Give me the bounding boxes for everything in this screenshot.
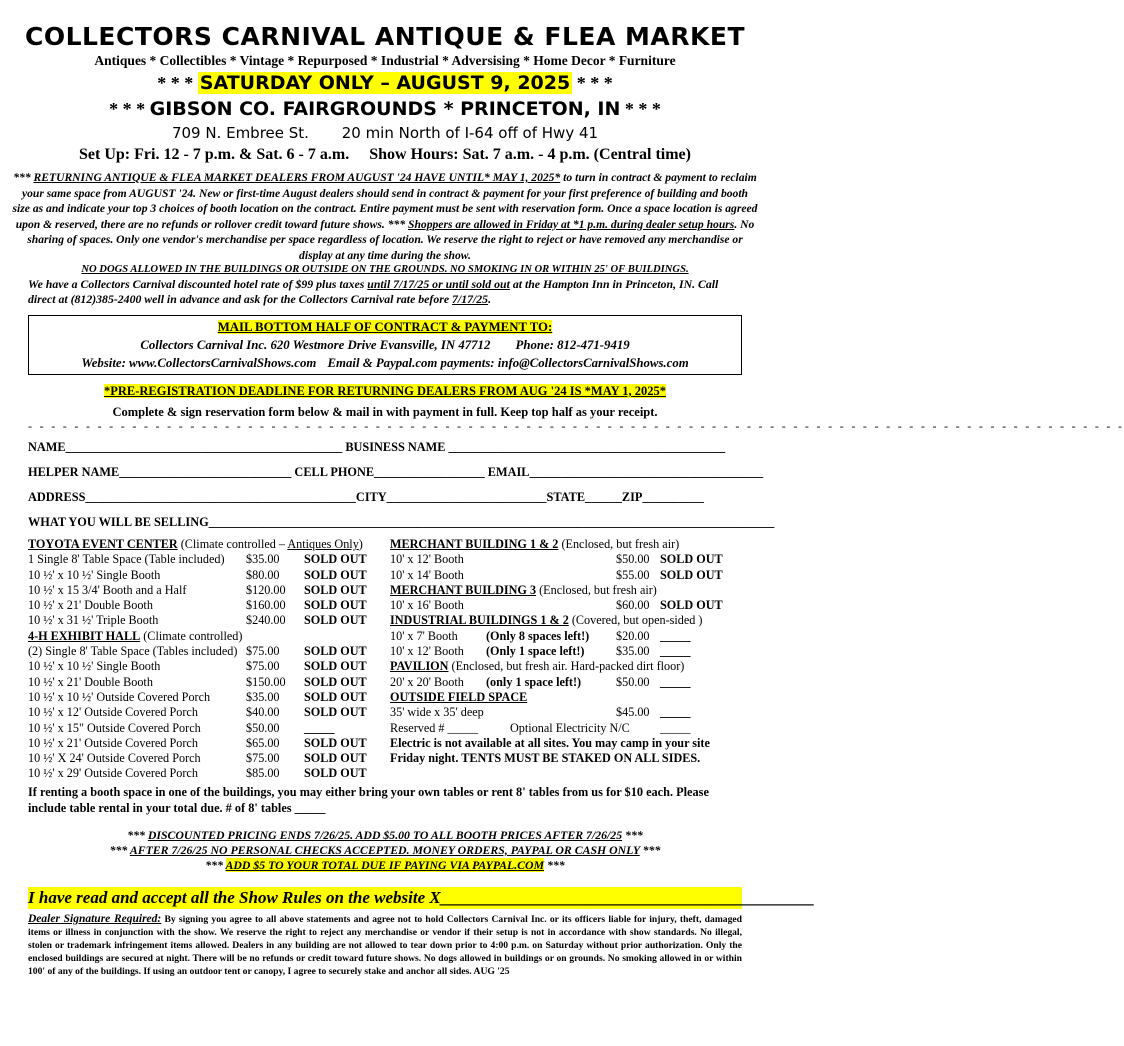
section-heading: [390, 537, 744, 552]
booth-status[interactable]: _____: [304, 720, 335, 735]
stars: * * *: [157, 73, 194, 93]
booth-size: 10 ½' x 15 3/4' Booth and a Half: [28, 582, 187, 597]
booth-price: $75.00: [246, 659, 280, 674]
booth-price: $45.00: [616, 705, 650, 720]
booth-status: SOLD OUT: [304, 735, 367, 750]
booth-option: [390, 568, 744, 583]
building-note: (Climate controlled): [140, 628, 243, 643]
complete-instructions: Complete & sign reservation form below & mail in with payment in full. Keep top half as your receipt.: [112, 405, 658, 419]
page: [0, 22, 1124, 978]
availability-note: (Only 8 spaces left!): [486, 628, 590, 643]
show-hours: Show Hours: Sat. 7 a.m. - 4 p.m. (Central time): [369, 146, 691, 163]
left-column: [28, 537, 380, 782]
building-note: ): [358, 537, 363, 551]
date-line: [0, 70, 770, 96]
section-heading: [390, 613, 744, 628]
availability-note: (Only 1 space left!): [486, 644, 585, 659]
promo-text: ***: [127, 828, 148, 842]
booth-size: 10 ½' x 29' Outside Covered Porch: [28, 766, 198, 781]
industrial-items: [390, 629, 744, 660]
directions: 20 min North of I-64 off of Hwy 41: [341, 124, 599, 142]
reserved-row: [390, 721, 744, 736]
building-note: (Enclosed, but fresh air. Hard-packed dirt floor): [448, 659, 685, 674]
signature-text: By signing you agree to all above statements and agree not to hold Collectors Carnival Inc. or its officers liable for injury, theft, damaged items or illness in conjunction with the show. We reserve the right to reject any merchandise or vendor if their setup is not in accordance with show standards. No illegal, stolen or trademark infringement items allowed. Dealers in any building are not allowed to tear down prior to 4:00 p.m. on Saturday without prior authorization. Only the enclosed buildings are secured at night. There will be no refunds or credit toward future shows. No dogs allowed in buildings or on grounds. No smoking allowed in or within 100' of any of the buildings. If using an outdoor tent or canopy, I agree to securely stake and anchor all sides. AUG '25: [28, 914, 742, 977]
booth-status: SOLD OUT: [304, 674, 367, 689]
booth-status[interactable]: _____: [660, 644, 691, 659]
booth-size: 35' wide x 35' deep: [390, 705, 484, 720]
booth-size: 10 ½' X 24' Outside Covered Porch: [28, 751, 201, 766]
cut-line: - - - - - - - - - - - - - - - - - - - - - - - - - - - - - - - - - - - - - - - - - - - - - - - - - - - - - - - - - - - - - - - - - - - - - - - - - - - - - - - - - - - - - - - - - - - - - - -: [28, 419, 1124, 433]
stars: * * *: [109, 99, 146, 119]
categories-line: Antiques * Collectibles * Vintage * Repurposed * Industrial * Adversising * Home Decor * Furniture: [94, 53, 676, 68]
booth-option: [28, 568, 380, 583]
mail-phone: Phone: 812-471-9419: [515, 338, 630, 352]
booth-option: [28, 766, 380, 781]
electricity-option: Optional Electricity N/C: [510, 720, 630, 735]
helper-row[interactable]: HELPER NAME____________________________ CELL PHONE__________________ EMAIL______________________________________: [28, 465, 764, 479]
booth-size: 10 ½' x 10 ½' Single Booth: [28, 659, 161, 674]
booth-status: SOLD OUT: [304, 659, 367, 674]
booth-option: [28, 751, 380, 766]
building-note: (Enclosed, but fresh air): [558, 537, 680, 551]
booth-size: 10' x 12' Booth: [390, 552, 464, 567]
merchant-3-items: [390, 598, 744, 613]
notice-text: RETURNING ANTIQUE & FLEA MARKET DEALERS FROM AUGUST '24 HAVE UNTIL* MAY 1, 2025*: [33, 171, 561, 184]
dealer-fields: [28, 435, 775, 535]
booth-price: $65.00: [246, 735, 280, 750]
booth-status: SOLD OUT: [304, 751, 367, 766]
building-note: (Covered, but open-sided ): [568, 613, 703, 628]
booth-size: (2) Single 8' Table Space (Tables included): [28, 644, 238, 659]
booth-status: SOLD OUT: [304, 613, 367, 628]
booth-size: 10 ½' x 15" Outside Covered Porch: [28, 720, 201, 735]
booth-price: $55.00: [616, 567, 650, 582]
section-heading: [390, 659, 744, 674]
notice-text: ***: [13, 171, 34, 184]
building-note: (Climate controlled –: [177, 537, 288, 551]
booth-status: SOLD OUT: [304, 567, 367, 582]
booth-status[interactable]: _____: [660, 705, 691, 720]
booth-price: $75.00: [246, 751, 280, 766]
booth-size: 10 ½' x 12' Outside Covered Porch: [28, 705, 198, 720]
booth-price: $35.00: [246, 689, 280, 704]
booth-option: [28, 736, 380, 751]
selling-row[interactable]: WHAT YOU WILL BE SELLING____________________________________________________________________________________________: [28, 515, 775, 529]
booth-size: 10 ½' x 21' Outside Covered Porch: [28, 735, 198, 750]
booth-status: SOLD OUT: [660, 552, 723, 567]
booth-option: [28, 583, 380, 598]
right-column: [390, 537, 744, 766]
booth-status: SOLD OUT: [660, 598, 723, 613]
booth-option: [390, 552, 744, 567]
promo-text: ADD $5 TO YOUR TOTAL DUE IF PAYING VIA PAYPAL.COM: [225, 858, 545, 872]
booth-status: SOLD OUT: [304, 598, 367, 613]
email[interactable]: Email & Paypal.com payments: info@CollectorsCarnivalShows.com: [327, 356, 689, 370]
pricing-notices: [0, 828, 770, 873]
page-title: COLLECTORS CARNIVAL ANTIQUE & FLEA MARKET: [24, 22, 746, 51]
building-name: 4-H EXHIBIT HALL: [28, 628, 141, 643]
hotel-text: 7/17/25: [452, 292, 489, 306]
notice-text: ***: [387, 217, 409, 231]
booth-option: [390, 644, 744, 659]
setup-hours: Set Up: Fri. 12 - 7 p.m. & Sat. 6 - 7 a.m.: [79, 146, 350, 163]
building-note: Antiques Only: [287, 537, 359, 551]
booth-option: [390, 705, 744, 720]
building-name: TOYOTA EVENT CENTER: [28, 537, 178, 551]
booth-price: $75.00: [246, 644, 280, 659]
booth-size: 10 ½' x 21' Double Booth: [28, 598, 153, 613]
booth-price: $160.00: [246, 598, 286, 613]
hours-line: [0, 144, 770, 166]
booth-size: 10' x 7' Booth: [390, 628, 458, 643]
booth-option: [28, 598, 380, 613]
stars: * * *: [576, 73, 613, 93]
address-line: [0, 122, 770, 144]
booth-size: 10 ½' x 10 ½' Single Booth: [28, 567, 161, 582]
booth-option: [28, 675, 380, 690]
booth-price: $50.00: [616, 552, 650, 567]
booth-option: [28, 552, 380, 567]
promo-text: ***: [205, 858, 226, 872]
notice-text: . No sharing of spaces. Only one vendor's merchandise per space regardless of location. We reserve the right to reject or have removed any merchandise or display at any time during the show.: [27, 217, 755, 262]
promo-text: ***: [639, 843, 661, 857]
accept-rules-line[interactable]: I have read and accept all the Show Rules on the website X____________________________________________: [28, 888, 815, 907]
venue: GIBSON CO. FAIRGROUNDS * PRINCETON, IN: [149, 98, 621, 120]
booth-option: [28, 659, 380, 674]
mail-address: Collectors Carnival Inc. 620 Westmore Drive Evansville, IN 47712: [140, 338, 491, 352]
booth-size: 10 ½' x 21' Double Booth: [28, 674, 153, 689]
building-name: MERCHANT BUILDING 1 & 2: [390, 537, 559, 551]
hotel-text: at the Hampton Inn in Princeton, IN. Call direct at (812)385-2400 well in advance and ask for the Collectors Carnival rate before: [28, 277, 719, 306]
booth-price: $60.00: [616, 598, 650, 613]
booth-status: SOLD OUT: [304, 689, 367, 704]
building-note: (Enclosed, but fresh air): [536, 582, 657, 597]
booth-option: [28, 644, 380, 659]
booth-price: $50.00: [246, 720, 280, 735]
venue-line: [0, 96, 770, 122]
booth-price: $40.00: [246, 705, 280, 720]
promo-text: ***: [622, 828, 643, 842]
booth-price: $50.00: [616, 674, 650, 689]
booth-size: 10 ½' x 10 ½' Outside Covered Porch: [28, 689, 211, 704]
booth-price: $120.00: [246, 582, 286, 597]
notice-text: to turn in contract & payment to reclaim your same space from AUGUST '24. New or first-time August dealers should send in contract & payment for your first preference of building and booth size as and indicate your top 3 choices of booth location on the contract. Entire payment must be sent with reservation form. Once a space location is agreed upon & reserved, there are no refunds or rollover credit toward future shows.: [12, 171, 758, 231]
building-name: MERCHANT BUILDING 3: [390, 582, 537, 597]
name-row[interactable]: NAME_____________________________________________ BUSINESS NAME _____________________________________________: [28, 440, 726, 454]
street-address: 709 N. Embree St.: [171, 124, 309, 142]
booth-status[interactable]: _____: [660, 674, 691, 689]
booth-price: $35.00: [616, 644, 650, 659]
booth-size: 10 ½' x 31 ½' Triple Booth: [28, 613, 159, 628]
table-rental: If renting a booth space in one of the buildings, you may either bring your own tables or rent 8' tables from us for $10 each. Please include table rental in your total due. # of 8' tables _____: [28, 785, 709, 815]
booth-price: $20.00: [616, 628, 650, 643]
booth-size: 10' x 14' Booth: [390, 567, 464, 582]
section-heading: [28, 629, 380, 644]
booth-option: [28, 690, 380, 705]
section-heading: [390, 690, 744, 705]
booth-status: SOLD OUT: [304, 582, 367, 597]
dealer-notice: [12, 170, 758, 263]
hotel-notice: [28, 277, 742, 307]
prereg-deadline: [0, 383, 770, 399]
electric-note: Electric is not available at all sites. You may camp in your site Friday night. TENTS MUST BE STAKED ON ALL SIDES.: [390, 735, 710, 766]
booth-status: SOLD OUT: [660, 567, 723, 582]
mail-info-box: [28, 315, 742, 375]
mail-heading: MAIL BOTTOM HALF OF CONTRACT & PAYMENT TO:: [217, 320, 553, 334]
booth-option: [390, 598, 744, 613]
booth-price: $85.00: [246, 766, 280, 781]
building-name: INDUSTRIAL BUILDINGS 1 & 2: [390, 613, 569, 628]
signature-label: Dealer Signature Required:: [28, 913, 162, 925]
booth-option: [28, 613, 380, 628]
booth-size: 10' x 12' Booth: [390, 644, 464, 659]
booth-size: 10' x 16' Booth: [390, 598, 464, 613]
show-date: SATURDAY ONLY – AUGUST 9, 2025: [199, 72, 571, 94]
booth-status: SOLD OUT: [304, 552, 367, 567]
booth-status[interactable]: _____: [660, 628, 691, 643]
signature-terms: [28, 913, 742, 978]
exhibit-hall-items: [28, 644, 380, 782]
no-dogs-notice: NO DOGS ALLOWED IN THE BUILDINGS OR OUTSIDE ON THE GROUNDS. NO SMOKING IN OR WITHIN 25' OF BUILDINGS.: [81, 264, 689, 275]
address-row[interactable]: ADDRESS____________________________________________CITY__________________________STATE______ZIP__________: [28, 490, 704, 504]
stars: * * *: [624, 99, 661, 119]
booth-price: $150.00: [246, 674, 286, 689]
toyota-items: [28, 552, 380, 628]
electricity-blank[interactable]: _____: [660, 720, 691, 735]
booth-option: [390, 675, 744, 690]
notice-text: Shoppers are allowed in Friday at *1 p.m. during dealer setup hours: [408, 217, 735, 231]
merchant-1-2-items: [390, 552, 744, 583]
website[interactable]: Website: www.CollectorsCarnivalShows.com: [81, 356, 317, 370]
promo-text: DISCOUNTED PRICING ENDS 7/26/25. ADD $5.00 TO ALL BOOTH PRICES AFTER 7/26/25: [147, 828, 623, 842]
hotel-text: We have a Collectors Carnival discounted hotel rate of $99 plus taxes: [28, 277, 368, 291]
hotel-text: .: [488, 292, 492, 306]
prereg-text: *PRE-REGISTRATION DEADLINE FOR RETURNING DEALERS FROM AUG '24 IS *MAY 1, 2025*: [103, 384, 667, 398]
building-name: PAVILION: [390, 659, 449, 674]
booth-status: SOLD OUT: [304, 644, 367, 659]
booth-price: $240.00: [246, 613, 286, 628]
booth-pricing: [28, 537, 742, 781]
booth-option: [28, 705, 380, 720]
hotel-text: until 7/17/25 or until sold out: [367, 277, 510, 291]
promo-text: AFTER 7/26/25 NO PERSONAL CHECKS ACCEPTED. MONEY ORDERS, PAYPAL OR CASH ONLY: [129, 843, 640, 857]
booth-option: [28, 721, 380, 736]
booth-size: 20' x 20' Booth: [390, 674, 464, 689]
booth-size: 1 Single 8' Table Space (Table included): [28, 552, 225, 567]
pavilion-items: [390, 675, 744, 690]
booth-price: $35.00: [246, 552, 280, 567]
booth-price: $80.00: [246, 567, 280, 582]
reserved-number[interactable]: Reserved # _____: [390, 720, 479, 735]
booth-status: SOLD OUT: [304, 766, 367, 781]
building-name: OUTSIDE FIELD SPACE: [390, 689, 528, 704]
promo-text: ***: [109, 843, 130, 857]
section-heading: [390, 583, 744, 598]
booth-option: [390, 629, 744, 644]
booth-status: SOLD OUT: [304, 705, 367, 720]
promo-text: ***: [544, 858, 565, 872]
availability-note: (only 1 space left!): [486, 674, 582, 689]
section-heading: [28, 537, 380, 552]
field-items: [390, 705, 744, 720]
